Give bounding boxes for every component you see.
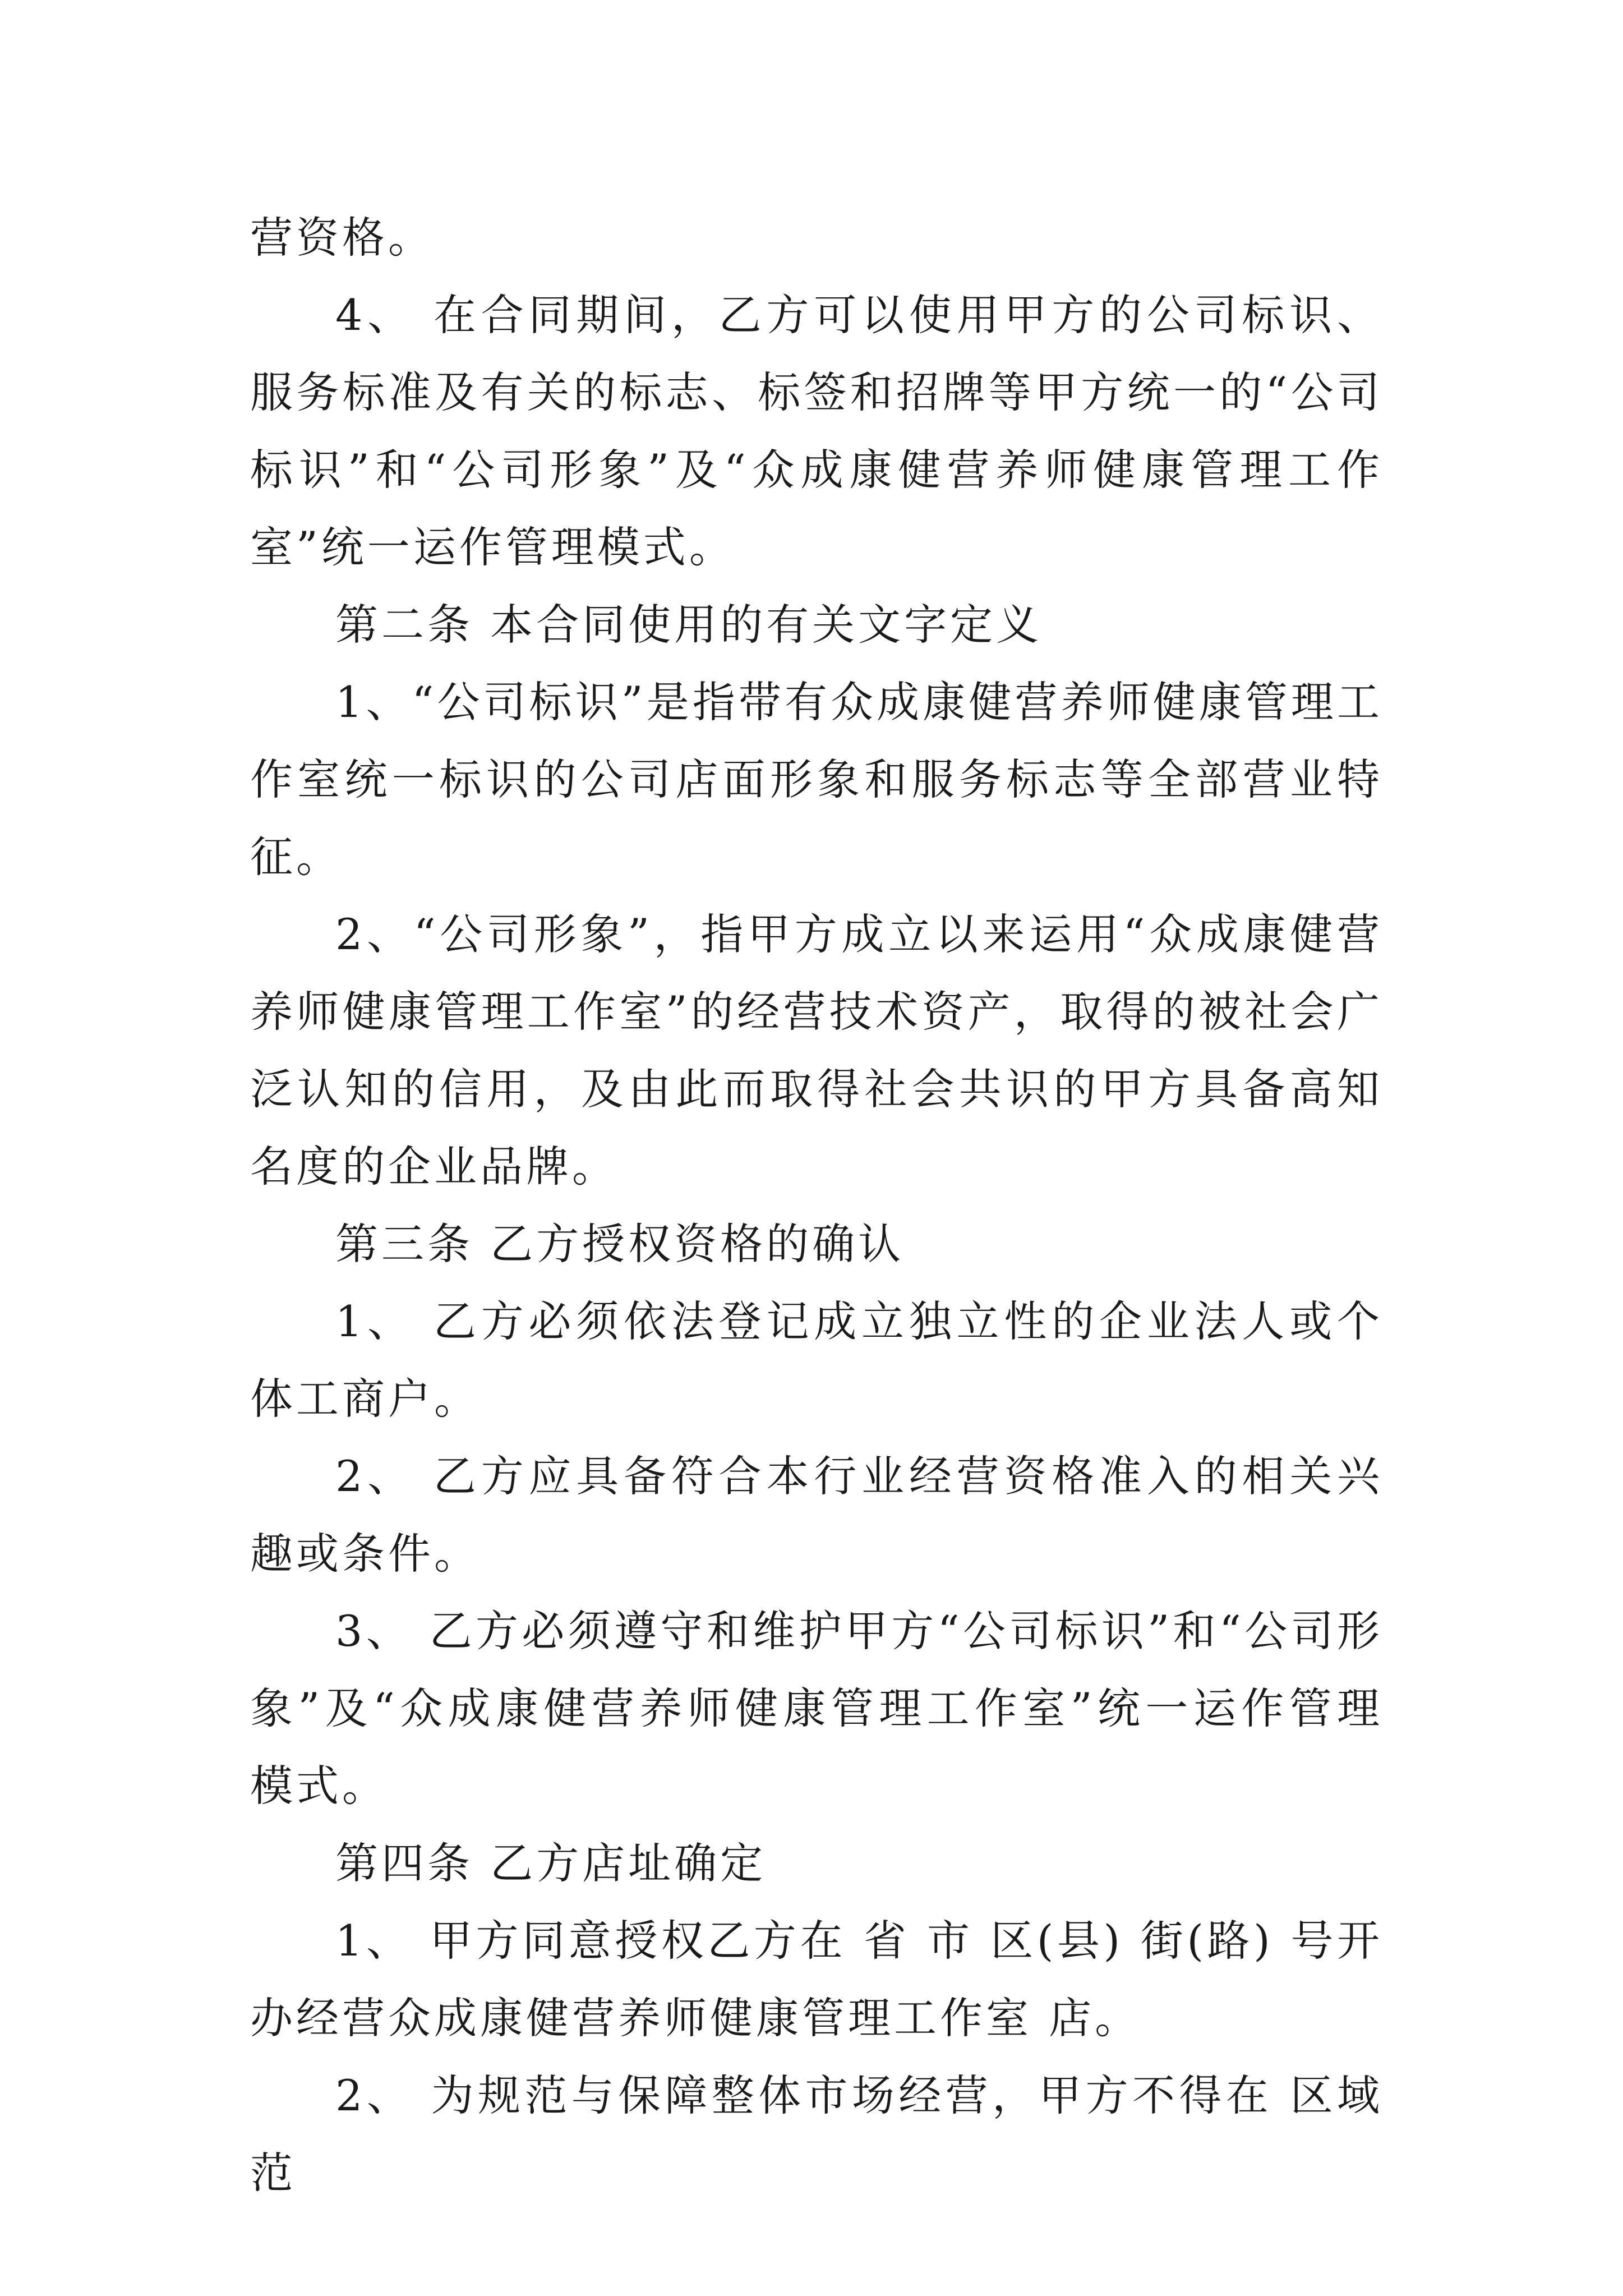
document-body — [250, 199, 1383, 2212]
section-heading: 第四条 乙方店址确定 — [335, 1838, 767, 1888]
paragraph: 2、 乙方应具备符合本行业经营资格准入的相关兴趣或条件。 — [250, 1451, 1383, 1579]
paragraph: 3、 乙方必须遵守和维护甲方“公司标识”和“公司形象”及“众成康健营养师健康管理工作室”统一运作管理模式。 — [250, 1606, 1383, 1811]
section-heading: 第三条 乙方授权资格的确认 — [335, 1219, 905, 1269]
paragraph: 2、“公司形象”，指甲方成立以来运用“众成康健营养师健康管理工作室”的经营技术资产，取得的被社会广泛认知的信用，及由此而取得社会共识的甲方具备高知名度的企业品牌。 — [250, 909, 1383, 1191]
paragraph: 营资格。 — [250, 213, 434, 263]
paragraph: 1、 甲方同意授权乙方在 省 市 区(县) 街(路) 号开办经营众成康健营养师健康管理工作室 店。 — [250, 1916, 1383, 2043]
section-heading: 第二条 本合同使用的有关文字定义 — [335, 600, 1043, 650]
paragraph: 4、 在合同期间，乙方可以使用甲方的公司标识、服务标准及有关的标志、标签和招牌等甲方统一的“公司标识”和“公司形象”及“众成康健营养师健康管理工作室”统一运作管理模式。 — [250, 290, 1383, 572]
paragraph: 1、 乙方必须依法登记成立独立性的企业法人或个体工商户。 — [250, 1296, 1383, 1424]
paragraph: 2、 为规范与保障整体市场经营，甲方不得在 区域范 — [250, 2070, 1383, 2198]
paragraph: 1、“公司标识”是指带有众成康健营养师健康管理工作室统一标识的公司店面形象和服务标志等全部营业特征。 — [250, 677, 1383, 882]
